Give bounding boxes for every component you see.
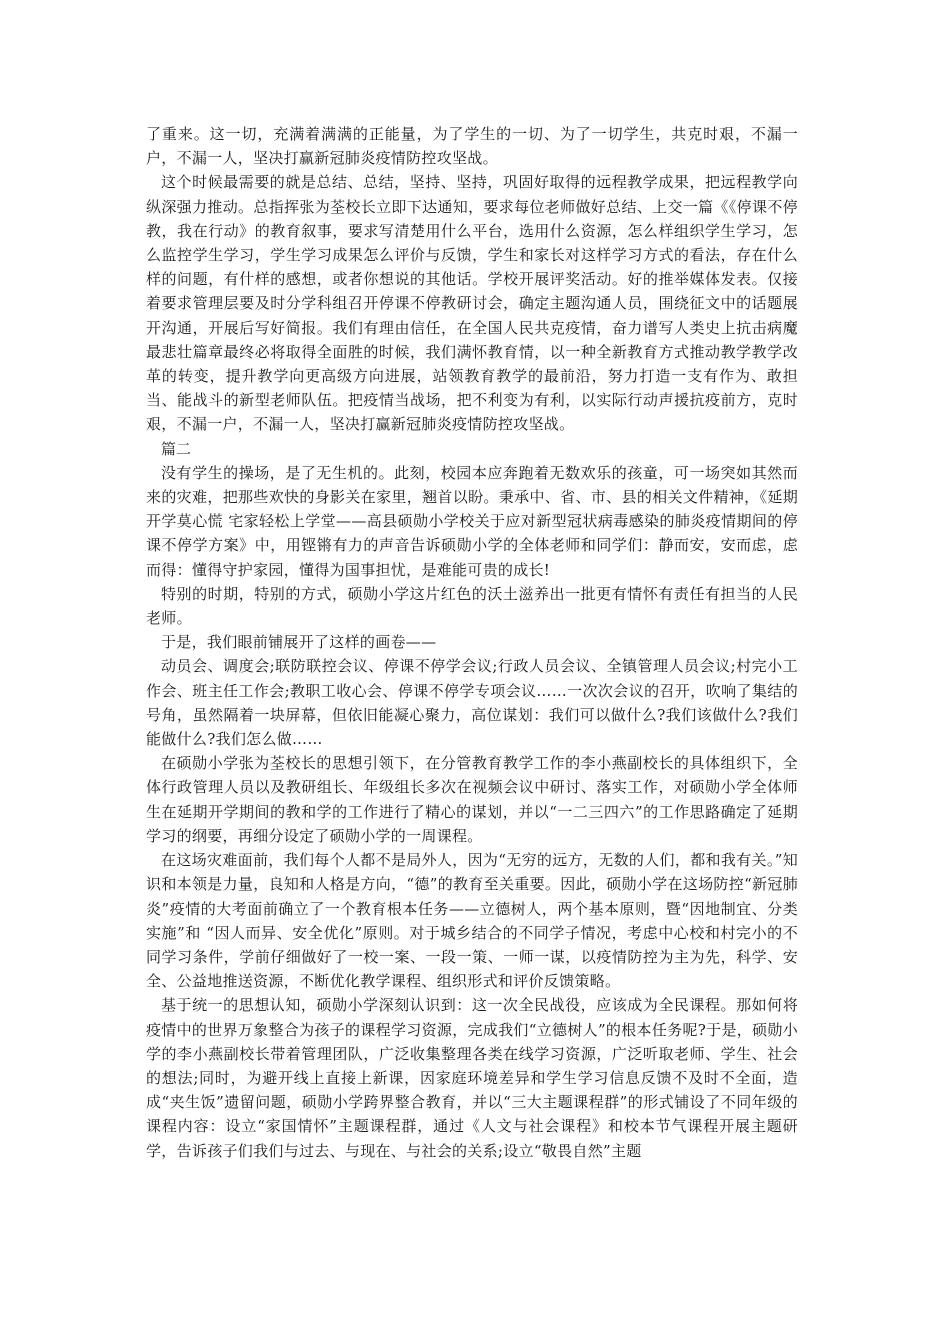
paragraph-curriculum: 基于统一的思想认知，硕勋小学深刻认识到：这一次全民战役，应该成为全民课程。那如何将疫情中的世界万象整合为孩子的课程学习资源，完成我们“立德树人”的根本任务呢?于是，硕勋小学的李小燕副校长带着管理团队，广泛收集整理各类在线学习资源，广泛听取老师、学生、社会的想法;同时，为避开线上直接上新课，因家庭环境差异和学生学习信息反馈不及时不全面，造成“夹生饭”遗留问题，硕勋小学跨界整合教育，并以“三大主题课程群”的形式铺设了不同年级的课程内容：设立“家国情怀”主题课程群，通过《人文与社会课程》和校本节气课程开展主题研学，告诉孩子们我们与过去、与现在、与社会的关系;设立“敬畏自然”主题 — [146, 996, 798, 1160]
paragraph-scroll-intro: 于是，我们眼前铺展开了这样的画卷—— — [161, 633, 437, 652]
paragraph-summary: 这个时候最需要的就是总结、总结，坚持、坚持，巩固好取得的远程教学成果，把远程教学向纵深强力推动。总指挥张为荃校长立即下达通知，要求每位老师做好总结、上交一篇《《停课不停教，我在行动》的教育叙事，要求写清楚用什么平台，选用什么资源，怎么样组织学生学习，怎么监控学生学习，学生学习成果怎么评价与反馈，学生和家长对这样学习方式的看法，存在什么样的问题，有什样的感想，或者你想说的其他话。学校开展评奖活动。好的推举媒体发表。仅接着要求管理层要及时分学科组召开停课不停教研讨会，确定主题沟通人员，围绕征文中的话题展开沟通，开展后写好简报。我们有理由信任，在全国人民共克疫情，奋力谱写人类史上抗击病魔最悲壮篇章最终必将取得全面胜的时候，我们满怀教育情，以一种全新教育方式推动教学教学改革的转变，提升教学向更高级方向进展，站领教育教学的最前沿，努力打造一支有作为、敢担当、能战斗的新型老师队伍。把疫情当战场，把不利变为有利，以实际行动声援抗疫前方，克时艰，不漏一户，不漏一人，坚决打赢新冠肺炎疫情防控攻坚战。 — [146, 173, 798, 434]
paragraph-special-period: 特别的时期，特别的方式，硕勋小学这片红色的沃土滋养出一批更有情怀有责任有担当的人民老师。 — [146, 584, 798, 628]
paragraph-playground: 没有学生的操场，是了无生机的。此刻，校园本应奔跑着无数欢乐的孩童，可一场突如其然而来的灾难，把那些欢快的身影关在家里，翘首以盼。秉承中、省、市、县的相关文件精神，《延期开学莫心慌 宅家轻松上学堂——高县硕勋小学校关于应对新型冠状病毒感染的肺炎疫情期间的停课不停学方案》中，用铿锵有力的声音告诉硕勋小学的全体老师和同学们：静而安，安而虑，虑而得：懂得守护家园，懂得为国事担忧，是难能可贵的成长! — [146, 463, 798, 579]
paragraph-leadership: 在硕勋小学张为荃校长的思想引领下，在分管教育教学工作的李小燕副校长的具体组织下，全体行政管理人员以及教研组长、年级组长多次在视频会议中研讨、落实工作，对硕勋小学全体师生在延期开学期间的教和学的工作进行了精心的谋划，并以“一二三四六”的工作思路确定了延期学习的纲要，再细分设定了硕勋小学的一周课程。 — [146, 754, 798, 845]
paragraph-continuation: 了重来。这一切，充满着满满的正能量，为了学生的一切、为了一切学生，共克时艰，不漏一户，不漏一人，坚决打赢新冠肺炎疫情防控攻坚战。 — [146, 125, 798, 168]
document-page — [146, 122, 798, 1163]
section-heading: 篇二 — [161, 439, 192, 458]
paragraph-meetings: 动员会、调度会;联防联控会议、停课不停学会议;行政人员会议、全镇管理人员会议;村完小工作会、班主任工作会;教职工收心会、停课不停学专项会议……一次次会议的召开，吹响了集结的号角，虽然隔着一块屏幕，但依旧能凝心聚力，高位谋划：我们可以做什么?我们该做什么?我们能做什么?我们怎么做…… — [146, 657, 798, 749]
paragraph-principles: 在这场灾难面前，我们每个人都不是局外人，因为“无穷的远方，无数的人们，都和我有关。”知识和本领是力量，良知和人格是方向，“德”的教育至关重要。因此，硕勋小学在这场防控“新冠肺炎”疫情的大考面前确立了一个教育根本任务——立德树人，两个基本原则，暨“因地制宜、分类实施”和 “因人而异、安全优化”原则。对于城乡结合的不同学子情况，考虑中心校和村完小的不同学习条件，学前仔细做好了一校一案、一段一策、一师一谋，以疫情防控为主为先，科学、安全、公益地推送资源，不断优化教学课程、组织形式和评价反馈策略。 — [146, 851, 798, 991]
